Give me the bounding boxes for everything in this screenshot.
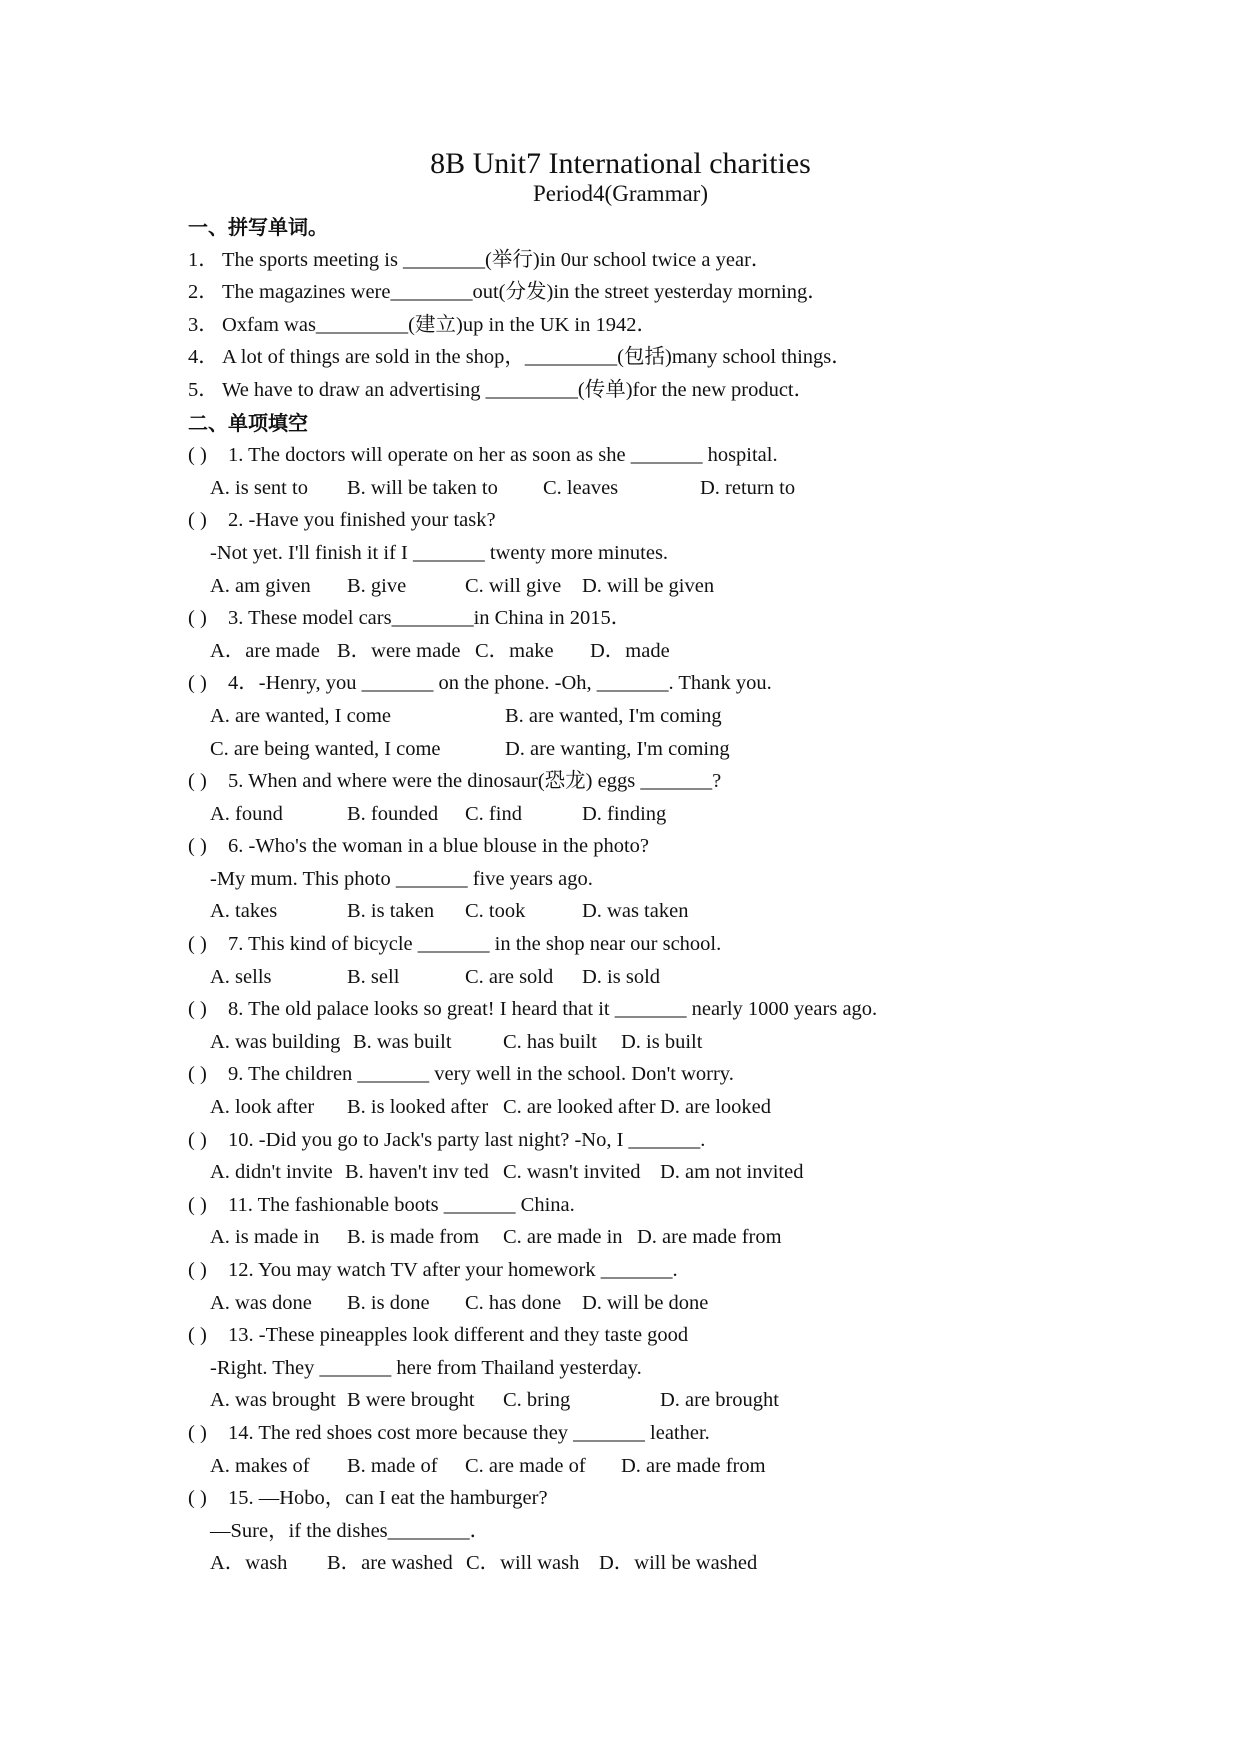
answer-blank[interactable]: ( ) xyxy=(188,509,207,532)
question-stem xyxy=(188,1058,1188,1091)
item-text: We have to draw an advertising _________(传单)for the new product． xyxy=(222,378,815,401)
item-text: The magazines were________out(分发)in the street yesterday morning． xyxy=(222,281,828,304)
answer-option[interactable]: A. was done xyxy=(210,1291,312,1314)
spelling-item xyxy=(188,244,1188,277)
answer-option[interactable]: C. took xyxy=(465,900,526,923)
question-text: 15. —Hobo，can I eat the hamburger? xyxy=(228,1487,548,1510)
answer-option[interactable]: B．were made xyxy=(337,639,461,662)
answer-option[interactable]: C. are being wanted, I come xyxy=(210,737,441,760)
item-text: A lot of things are sold in the shop，_________(包括)many school things． xyxy=(222,346,852,369)
answer-option[interactable]: D. are brought xyxy=(660,1389,779,1412)
option-row xyxy=(188,1091,1188,1124)
option-row xyxy=(188,733,1188,766)
answer-option[interactable]: A. are wanted, I come xyxy=(210,704,391,727)
question-text: 11. The fashionable boots _______ China. xyxy=(228,1193,575,1216)
answer-option[interactable]: A．are made xyxy=(210,639,320,662)
item-number: 2． xyxy=(188,281,219,304)
answer-option[interactable]: B. sell xyxy=(347,965,400,988)
answer-option[interactable]: D. return to xyxy=(700,476,796,499)
option-row xyxy=(188,635,1188,668)
answer-option[interactable]: A. was building xyxy=(210,1030,341,1053)
answer-option[interactable]: C. find xyxy=(465,802,522,825)
answer-option[interactable]: C. are looked after xyxy=(503,1096,656,1119)
question-text: 10. -Did you go to Jack's party last night? -No, I _______. xyxy=(228,1128,706,1151)
answer-option[interactable]: A. is made in xyxy=(210,1226,320,1249)
question-stem xyxy=(188,1189,1188,1222)
answer-option[interactable]: D. am not invited xyxy=(660,1161,804,1184)
answer-option[interactable]: A. makes of xyxy=(210,1454,310,1477)
question-stem xyxy=(188,765,1188,798)
answer-option[interactable]: C．make xyxy=(475,639,554,662)
option-row xyxy=(188,798,1188,831)
option-row xyxy=(188,472,1188,505)
answer-option[interactable]: B. is done xyxy=(347,1291,430,1314)
answer-option[interactable]: C. will give xyxy=(465,574,562,597)
spelling-list xyxy=(188,244,1188,407)
spelling-item xyxy=(188,276,1188,309)
answer-option[interactable]: D. finding xyxy=(582,802,667,825)
answer-option[interactable]: D．made xyxy=(590,639,670,662)
question-text: 12. You may watch TV after your homework _______. xyxy=(228,1259,678,1281)
answer-option[interactable]: A．wash xyxy=(210,1552,288,1575)
option-row xyxy=(188,961,1188,994)
question-continuation: -My mum. This photo _______ five years ago. xyxy=(210,867,593,890)
worksheet-content xyxy=(188,211,1188,1580)
question-text: 13. -These pineapples look different and they taste good xyxy=(228,1324,689,1347)
answer-option[interactable]: C. leaves xyxy=(543,476,619,499)
option-row xyxy=(188,1450,1188,1483)
question-continuation: -Right. They _______ here from Thailand yesterday. xyxy=(210,1356,642,1379)
answer-option[interactable]: A. was brought xyxy=(210,1389,336,1412)
multiple-choice-list xyxy=(188,439,1188,1580)
question-text: 1. The doctors will operate on her as soon as she _______ hospital. xyxy=(228,444,778,467)
question-text: 2. -Have you finished your task? xyxy=(228,509,496,532)
answer-blank[interactable]: ( ) xyxy=(188,1421,207,1444)
item-number: 1． xyxy=(188,248,219,271)
answer-blank[interactable]: ( ) xyxy=(188,607,207,630)
answer-blank[interactable]: ( ) xyxy=(188,1259,207,1281)
answer-blank[interactable]: ( ) xyxy=(188,998,207,1021)
answer-option[interactable]: D. was taken xyxy=(582,900,689,923)
item-number: 5． xyxy=(188,378,219,401)
spelling-item xyxy=(188,374,1188,407)
question-stem xyxy=(188,1124,1188,1157)
answer-blank[interactable]: ( ) xyxy=(188,444,207,467)
answer-option[interactable]: C. are sold xyxy=(465,965,554,988)
question-stem xyxy=(188,1417,1188,1450)
answer-option[interactable]: A. am given xyxy=(210,574,311,597)
answer-blank[interactable]: ( ) xyxy=(188,1487,207,1510)
answer-option[interactable]: C. bring xyxy=(503,1389,571,1412)
answer-option[interactable]: B. founded xyxy=(347,802,439,825)
question-stem xyxy=(188,439,1188,472)
item-number: 3． xyxy=(188,313,219,336)
spelling-item xyxy=(188,341,1188,374)
section1-heading: 一、拼写单词。 xyxy=(188,215,328,239)
item-text: Oxfam was_________(建立)up in the UK in 1942． xyxy=(222,313,658,336)
option-row xyxy=(188,1547,1188,1580)
question-text: 4．-Henry, you _______ on the phone. -Oh, _______. Thank you. xyxy=(228,672,772,695)
question-stem xyxy=(188,1319,1188,1352)
question-continuation: —Sure，if the dishes________． xyxy=(210,1519,491,1542)
option-row xyxy=(188,570,1188,603)
answer-option[interactable]: D. are wanting, I'm coming xyxy=(505,737,730,760)
option-row xyxy=(188,895,1188,928)
question-text: 7. This kind of bicycle _______ in the shop near our school. xyxy=(228,933,722,956)
spelling-item xyxy=(188,309,1188,342)
answer-option[interactable]: C. has done xyxy=(465,1291,562,1314)
answer-option[interactable]: B．are washed xyxy=(327,1552,453,1575)
option-row xyxy=(188,1384,1188,1417)
answer-option[interactable]: B. haven't inv ted xyxy=(345,1161,489,1184)
answer-option[interactable]: A. look after xyxy=(210,1096,315,1119)
question-text: 9. The children _______ very well in the school. Don't worry. xyxy=(228,1063,734,1086)
answer-blank[interactable]: ( ) xyxy=(188,1193,207,1216)
question-stem xyxy=(188,667,1188,700)
answer-option[interactable]: C. wasn't invited xyxy=(503,1161,641,1184)
answer-blank[interactable]: ( ) xyxy=(188,770,207,793)
answer-option[interactable]: D. will be done xyxy=(582,1291,709,1314)
question-continuation: -Not yet. I'll finish it if I _______ twenty more minutes. xyxy=(210,541,669,564)
answer-option[interactable]: D. is built xyxy=(621,1030,703,1053)
answer-option[interactable]: A. sells xyxy=(210,965,272,988)
answer-option[interactable]: B. give xyxy=(347,574,407,597)
answer-option[interactable]: A. didn't invite xyxy=(210,1161,333,1184)
answer-blank[interactable]: ( ) xyxy=(188,933,207,956)
question-text: 3. These model cars________in China in 2015． xyxy=(228,607,632,630)
answer-option[interactable]: A. found xyxy=(210,802,283,825)
answer-option[interactable]: C．will wash xyxy=(466,1552,580,1575)
question-text: 14. The red shoes cost more because they _______ leather. xyxy=(228,1421,710,1444)
page-subtitle: Period4(Grammar) xyxy=(533,181,708,206)
question-text: 8. The old palace looks so great! I heard that it _______ nearly 1000 years ago. xyxy=(228,998,878,1021)
question-stem xyxy=(188,993,1188,1026)
item-number: 4． xyxy=(188,346,219,369)
answer-option[interactable]: A. takes xyxy=(210,900,278,923)
option-row xyxy=(188,1156,1188,1189)
section2-heading: 二、单项填空 xyxy=(188,410,308,435)
item-text: The sports meeting is ________(举行)in 0ur school twice a year． xyxy=(222,248,772,271)
question-stem xyxy=(188,1482,1188,1515)
question-text: 6. -Who's the woman in a blue blouse in the photo? xyxy=(228,835,650,858)
option-row xyxy=(188,700,1188,733)
answer-option[interactable]: B. are wanted, I'm coming xyxy=(505,704,722,727)
answer-option[interactable]: B. will be taken to xyxy=(347,476,498,499)
question-text: 5. When and where were the dinosaur(恐龙) eggs _______? xyxy=(228,770,722,793)
answer-option[interactable]: D. are made from xyxy=(621,1454,766,1477)
answer-blank[interactable]: ( ) xyxy=(188,835,207,858)
question-stem xyxy=(188,928,1188,961)
answer-option[interactable]: B. made of xyxy=(347,1454,438,1477)
option-row xyxy=(188,1287,1188,1320)
page-title: 8B Unit7 International charities xyxy=(430,147,811,180)
answer-option[interactable]: B. is taken xyxy=(347,900,435,923)
answer-option[interactable]: A. is sent to xyxy=(210,476,308,499)
answer-option[interactable]: D. are made from xyxy=(637,1226,782,1249)
answer-option[interactable]: B were brought xyxy=(347,1389,475,1412)
answer-option[interactable]: D. is sold xyxy=(582,965,661,988)
answer-blank[interactable]: ( ) xyxy=(188,672,207,695)
option-row xyxy=(188,1221,1188,1254)
answer-option[interactable]: B. is looked after xyxy=(347,1096,489,1119)
answer-blank[interactable]: ( ) xyxy=(188,1063,207,1086)
answer-option[interactable]: D．will be washed xyxy=(599,1552,758,1575)
answer-option[interactable]: C. are made of xyxy=(465,1454,586,1477)
answer-blank[interactable]: ( ) xyxy=(188,1128,207,1151)
option-row xyxy=(188,1026,1188,1059)
answer-option[interactable]: B. is made from xyxy=(347,1226,480,1249)
answer-blank[interactable]: ( ) xyxy=(188,1324,207,1347)
question-stem xyxy=(188,602,1188,635)
question-stem xyxy=(188,1254,1188,1287)
answer-option[interactable]: D. are looked xyxy=(660,1096,771,1119)
answer-option[interactable]: B. was built xyxy=(353,1030,452,1053)
answer-option[interactable]: D. will be given xyxy=(582,574,715,597)
question-stem xyxy=(188,830,1188,863)
answer-option[interactable]: C. are made in xyxy=(503,1226,623,1249)
question-stem xyxy=(188,504,1188,537)
answer-option[interactable]: C. has built xyxy=(503,1030,597,1053)
